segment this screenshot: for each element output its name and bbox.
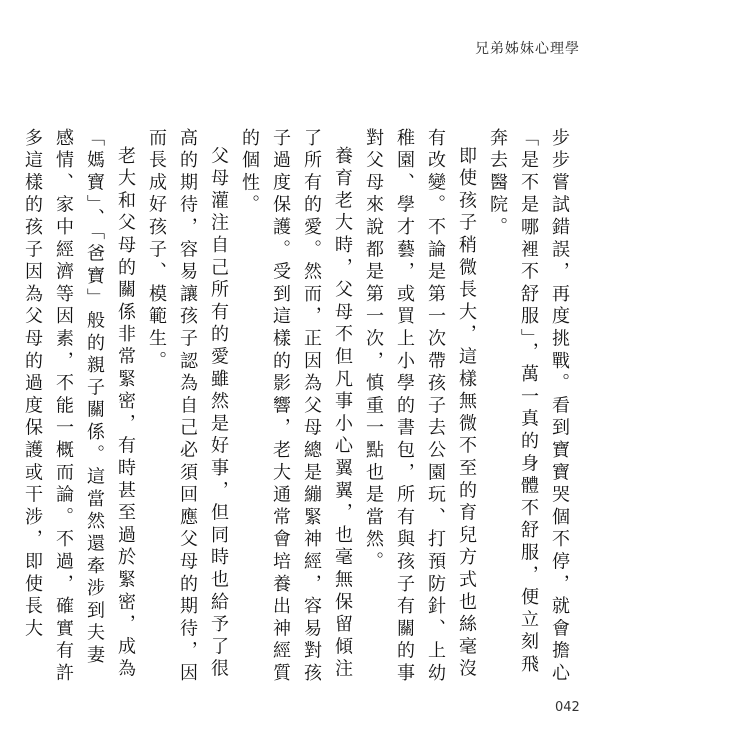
paragraph: 養育老大時，父母不但凡事小心翼翼，也毫無保留傾注了所有的愛。然而，正因為父母總是繃緊神經，容易對孩子過度保護。受到這樣的影響，老大通常會培養出神經質的個性。: [239, 128, 353, 686]
page-number: 042: [555, 700, 580, 715]
paragraph: 父母灌注自己所有的愛雖然是好事，但同時也給予了很高的期待，容易讓孩子認為自己必須回應父母的期待，因而長成好孩子、模範生。: [146, 128, 229, 686]
paragraph: 步步嘗試錯誤，再度挑戰。看到寶寶哭個不停，就會擔心「是不是哪裡不舒服」，萬一真的身體不舒服，便立刻飛奔去醫院。: [487, 128, 570, 686]
running-head: 兄弟姊妹心理學: [475, 41, 580, 57]
paragraph: 老大和父母的關係非常緊密，有時甚至過於緊密，成為「媽寶」、「爸寶」般的親子關係。這當然還牽涉到夫妻感情、家中經濟等因素，不能一概而論。不過，確實有許多這樣的孩子因為父母的過度保護或干涉，即使長大: [22, 128, 136, 686]
body-text: [17, 128, 575, 688]
paragraph: 即使孩子稍微長大，這樣無微不至的育兒方式也絲毫沒有改變。不論是第一次帶孩子去公園玩、打預防針、上幼稚園、學才藝，或買上小學的書包，所有與孩子有關的事對父母來說都是第一次，慎重一點也是當然。: [363, 128, 477, 686]
